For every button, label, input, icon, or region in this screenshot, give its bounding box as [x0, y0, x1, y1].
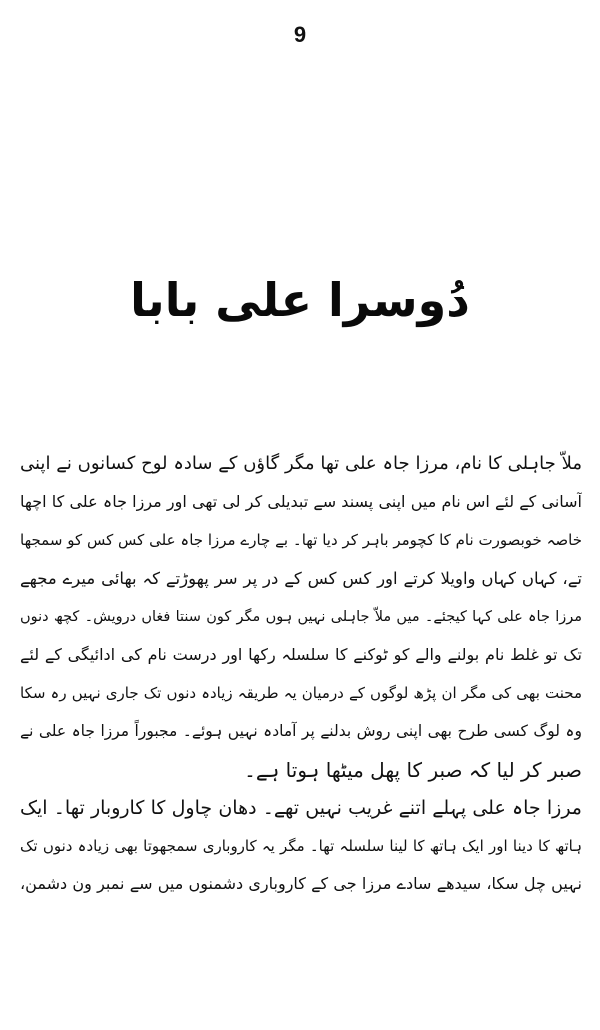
text-line: نہیں چل سکا، سیدھے سادے مرزا جی کے کاروباری دشمنوں میں سے نمبر ون دشمن،	[20, 874, 582, 894]
text-line: آسانی کے لئے اس نام میں اپنی پسند سے تبدیلی کر لی تھی اور مرزا جاہ علی کا اچھا	[20, 492, 582, 512]
text-line: مرزا جاہ علی پہلے اتنے غریب نہیں تھے۔ دھان چاول کا کاروبار تھا۔ ایک	[20, 796, 582, 819]
text-line: صبر کر لیا کہ صبر کا پھل میٹھا ہوتا ہے۔	[244, 757, 582, 782]
text-line: ہاتھ کا دینا اور ایک ہاتھ کا لینا سلسلہ تھا۔ مگر یہ کاروباری سمجھوتا بھی زیادہ دنوں تک	[20, 836, 582, 855]
text-line: خاصہ خوبصورت نام کا کچومر باہر کر دیا تھا۔ بے چارے مرزا جاہ علی کس کس کو سمجھا	[20, 531, 582, 550]
text-line: مرزا جاہ علی کہا کیجئے۔ میں ملاّ جاہلی نہیں ہوں مگر کون سنتا فغاں درویش۔ کچھ دنوں	[20, 608, 582, 625]
text-line: وہ لوگ کسی طرح بھی اپنی روش بدلنے پر آمادہ نہیں ہوئے۔ مجبوراً مرزا جاہ علی نے	[20, 722, 582, 741]
body-text	[20, 445, 582, 903]
page-number: 9	[293, 22, 307, 47]
text-line: ملاّ جاہلی کا نام، مرزا جاہ علی تھا مگر گاؤں کے سادہ لوح کسانوں نے اپنی	[20, 453, 582, 474]
text-line: تے، کہاں کہاں واویلا کرتے اور کس کس کے در پر سر پھوڑتے کہ بھائی میرے مجھے	[20, 568, 582, 588]
text-line: محنت بھی کی مگر ان پڑھ لوگوں کے درمیان یہ طریقہ زیادہ دنوں تک جاری نہیں رہ سکا	[20, 684, 582, 703]
text-line: تک تو غلط نام بولنے والے کو ٹوکنے کا سلسلہ رکھا اور درست نام کی ادائیگی کے لئے	[20, 644, 582, 664]
chapter-title: دُوسرا علی بابا	[130, 273, 470, 327]
